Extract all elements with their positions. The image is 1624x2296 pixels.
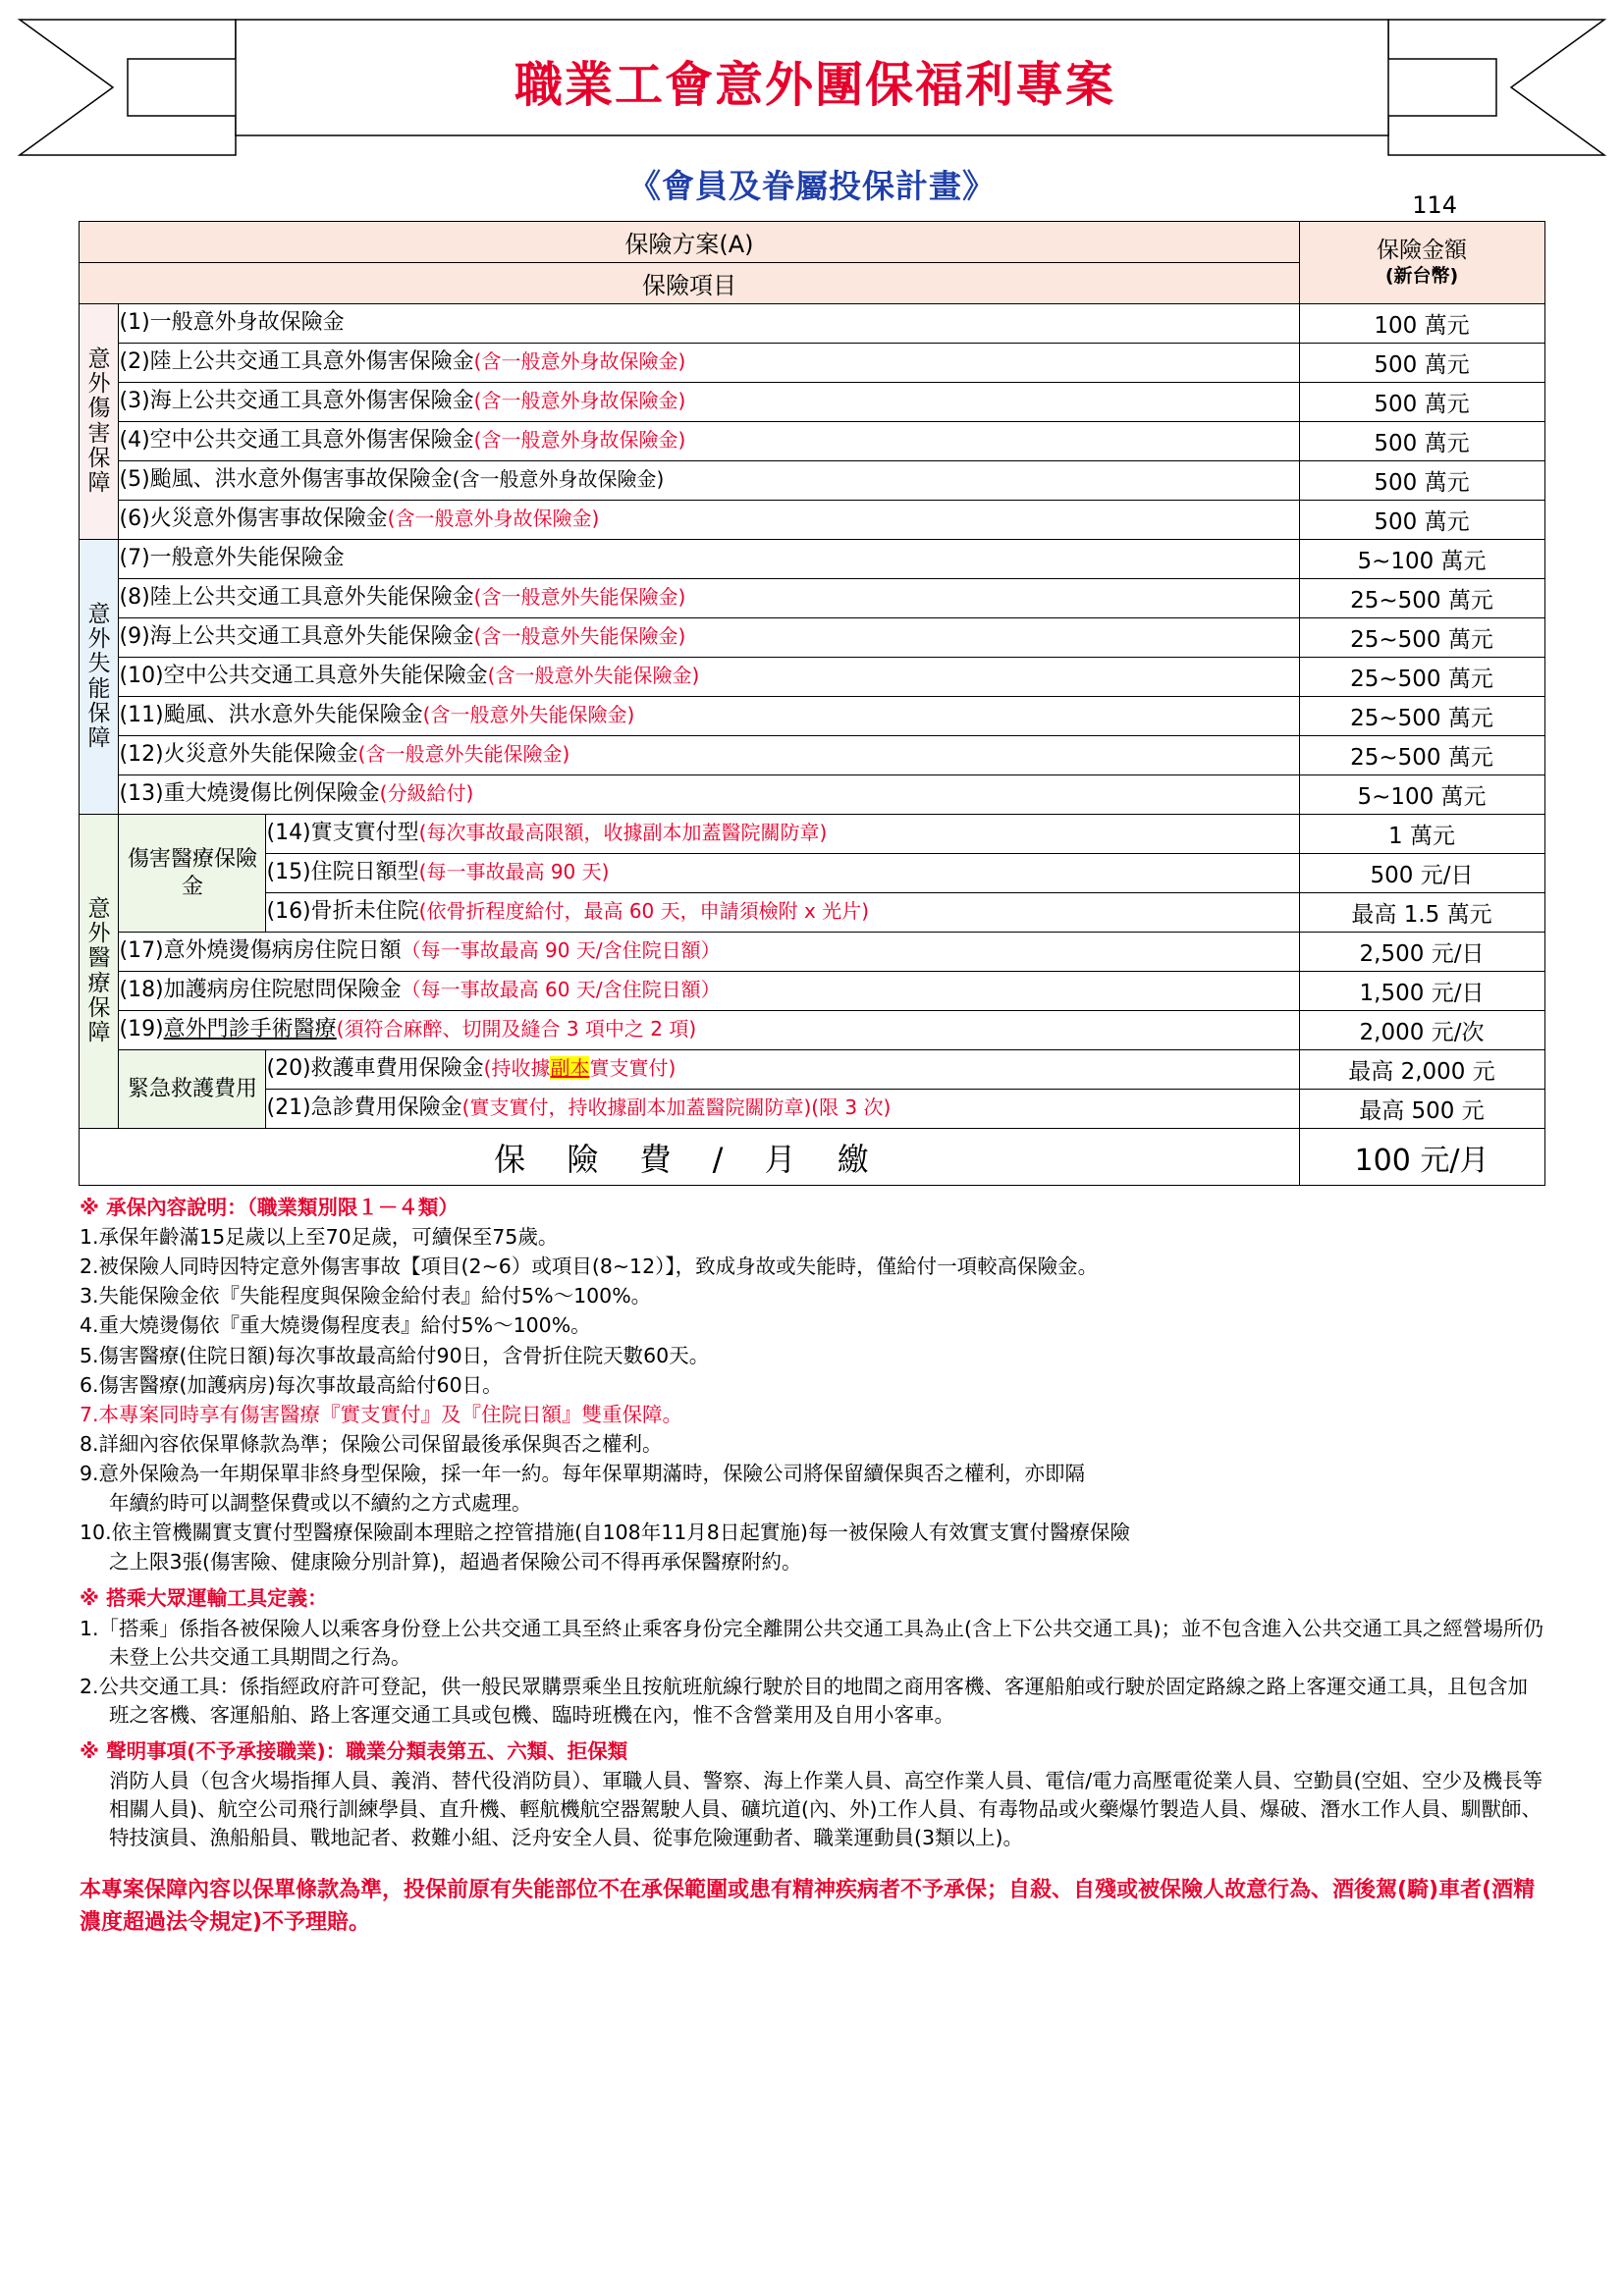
table-row: (1)一般意外身故保險金 — [119, 304, 1299, 344]
row-amount: 25~500 萬元 — [1299, 618, 1544, 658]
note-item-cont: 年續約時可以調整保費或以不續約之方式處理。 — [109, 1491, 532, 1516]
row-amount: 500 元/日 — [1299, 854, 1544, 893]
note-item: 9.意外保險為一年期保單非終身型保險，採一年一約。每年保單期滿時，保險公司將保留續保與否之權利，亦即隔 — [80, 1461, 1086, 1485]
table-row: (17)意外燒燙傷病房住院日額（每一事故最高 90 天/含住院日額） — [119, 933, 1299, 972]
table-row: (8)陸上公共交通工具意外失能保險金(含一般意外失能保險金) — [119, 579, 1299, 618]
table-row: (21)急診費用保險金(實支實付，持收據副本加蓋醫院關防章)(限 3 次) — [266, 1090, 1299, 1129]
row-amount: 25~500 萬元 — [1299, 736, 1544, 775]
table-header-plan: 保險方案(A) — [80, 222, 1299, 263]
final-notice: 本專案保障內容以保單條款為準，投保前原有失能部位不在承保範圍或患有精神疾病者不予承保；自殺、自殘或被保險人故意行為、酒後駕(騎)車者(酒精濃度超過法令規定)不予理賠。 — [80, 1878, 1536, 1936]
category-accident-disability: 意外失能保障 — [80, 540, 119, 815]
row-amount: 1,500 元/日 — [1299, 972, 1544, 1011]
table-row: (18)加護病房住院慰問保險金（每一事故最高 60 天/含住院日額） — [119, 972, 1299, 1011]
premium-amount: 100 元/月 — [1299, 1129, 1544, 1186]
row-amount: 最高 2,000 元 — [1299, 1050, 1544, 1090]
row-amount: 2,500 元/日 — [1299, 933, 1544, 972]
row-amount: 500 萬元 — [1299, 383, 1544, 422]
premium-label: 保 險 費 / 月 繳 — [80, 1129, 1299, 1186]
row-amount: 500 萬元 — [1299, 501, 1544, 540]
table-row: (2)陸上公共交通工具意外傷害保險金(含一般意外身故保險金) — [119, 344, 1299, 383]
note-item: 3.失能保險金依『失能程度與保險金給付表』給付5%～100%。 — [80, 1284, 652, 1308]
row-amount: 25~500 萬元 — [1299, 697, 1544, 736]
row-amount: 25~500 萬元 — [1299, 658, 1544, 697]
row-amount: 1 萬元 — [1299, 815, 1544, 854]
category-accident-injury: 意外傷害保障 — [80, 304, 119, 540]
category-accident-medical: 意外醫療保障 — [80, 815, 119, 1129]
note-item: 1.承保年齡滿15足歲以上至70足歲，可續保至75歲。 — [80, 1225, 559, 1250]
table-row: (5)颱風、洪水意外傷害事故保險金(含一般意外身故保險金) — [119, 461, 1299, 501]
plan-subtitle: 《會員及眷屬投保計畫》 — [628, 167, 996, 205]
row-amount: 5~100 萬元 — [1299, 540, 1544, 579]
table-row: (10)空中公共交通工具意外失能保險金(含一般意外失能保險金) — [119, 658, 1299, 697]
note-item: 5.傷害醫療(住院日額)每次事故最高給付90日，含骨折住院天數60天。 — [80, 1343, 710, 1367]
row-amount: 500 萬元 — [1299, 461, 1544, 501]
table-row: (3)海上公共交通工具意外傷害保險金(含一般意外身故保險金) — [119, 383, 1299, 422]
table-row: (4)空中公共交通工具意外傷害保險金(含一般意外身故保險金) — [119, 422, 1299, 461]
note-item: 10.依主管機關實支實付型醫療保險副本理賠之控管措施(自108年11月8日起實施)每一被保險人有效實支實付醫療保險 — [80, 1521, 1130, 1545]
table-row: (6)火災意外傷害事故保險金(含一般意外身故保險金) — [119, 501, 1299, 540]
notes-section1-title: ※ 承保內容說明：（職業類別限１－４類） — [80, 1196, 459, 1219]
row-amount: 100 萬元 — [1299, 304, 1544, 344]
row-amount: 最高 1.5 萬元 — [1299, 893, 1544, 933]
note-item: 1.「搭乘」係指各被保險人以乘客身份登上公共交通工具至終止乘客身份完全離開公共交通工具為止(含上下公共交通工具)；並不包含進入公共交通工具之經營場所仍未登上公共交通工具期間之行為。 — [80, 1616, 1544, 1669]
note-item: 6.傷害醫療(加護病房)每次事故最高給付60日。 — [80, 1372, 503, 1397]
page-number: 114 — [1412, 191, 1457, 219]
table-row: (12)火災意外失能保險金(含一般意外失能保險金) — [119, 736, 1299, 775]
table-row: (20)救護車費用保險金(持收據副本實支實付) — [266, 1050, 1299, 1090]
table-row: (19)意外門診手術醫療(須符合麻醉、切開及縫合 3 項中之 2 項) — [119, 1011, 1299, 1050]
table-row: (16)骨折未住院(依骨折程度給付，最高 60 天，申請須檢附 x 光片) — [266, 893, 1299, 933]
table-row: (7)一般意外失能保險金 — [119, 540, 1299, 579]
note-item: 消防人員（包含火場指揮人員、義消、替代役消防員）、軍職人員、警察、海上作業人員、高空作業人員、電信/電力高壓電從業人員、空勤員(空姐、空少及機長等相關人員)、航空公司飛行訓練學員、直升機、輕航機航空器駕駛人員、礦坑道(內、外)工作人員、有毒物品或火藥爆竹製造人員、爆破、潛水工作人員、馴獸師、特技演員、漁船船員、戰地記者、救難小組、泛舟安全人員、從事危險運動者、職業運動員(3類以上)。 — [109, 1769, 1543, 1850]
table-row: (14)實支實付型(每次事故最高限額，收據副本加蓋醫院關防章) — [266, 815, 1299, 854]
note-item-cont: 之上限3張(傷害險、健康險分別計算)，超過者保險公司不得再承保醫療附約。 — [109, 1550, 802, 1575]
subcategory-injury-medical: 傷害醫療保險金 — [119, 815, 266, 933]
note-item: 2.公共交通工具：係指經政府許可登記，供一般民眾購票乘坐且按航班航線行駛於目的地間之商用客機、客運船舶或行駛於固定路線之路上客運交通工具，且包含加班之客機、客運船舶、路上客運交通工具或包機、臨時班機在內，惟不含營業用及自用小客車。 — [80, 1674, 1529, 1727]
row-amount: 2,000 元/次 — [1299, 1011, 1544, 1050]
note-item: 4.重大燒燙傷依『重大燒燙傷程度表』給付5%～100%。 — [80, 1313, 591, 1338]
table-row: (15)住院日額型(每一事故最高 90 天) — [266, 854, 1299, 893]
row-amount: 25~500 萬元 — [1299, 579, 1544, 618]
subcategory-emergency: 緊急救護費用 — [119, 1050, 266, 1129]
page-title: 職業工會意外團保福利專案 — [514, 57, 1115, 113]
table-header-amount — [1299, 222, 1544, 304]
row-amount: 500 萬元 — [1299, 344, 1544, 383]
notes-section3-title: ※ 聲明事項(不予承接職業)：職業分類表第五、六類、拒保類 — [80, 1738, 628, 1763]
notes-section2-title: ※ 搭乘大眾運輸工具定義： — [80, 1586, 328, 1611]
table-row: (9)海上公共交通工具意外失能保險金(含一般意外失能保險金) — [119, 618, 1299, 658]
table-row: (13)重大燒燙傷比例保險金(分級給付) — [119, 775, 1299, 815]
table-row: (11)颱風、洪水意外失能保險金(含一般意外失能保險金) — [119, 697, 1299, 736]
note-item-highlighted: 7.本專案同時享有傷害醫療『實支實付』及『住院日額』雙重保障。 — [80, 1402, 683, 1426]
note-item: 8.詳細內容依保單條款為準；保險公司保留最後承保與否之權利。 — [80, 1431, 663, 1456]
table-header-item: 保險項目 — [80, 263, 1299, 304]
banner — [0, 0, 1624, 167]
row-amount: 5~100 萬元 — [1299, 775, 1544, 815]
insurance-plan-table — [79, 221, 1544, 1186]
row-amount: 500 萬元 — [1299, 422, 1544, 461]
amount-header-line1: 保險金額 — [1377, 238, 1467, 264]
row-amount: 最高 500 元 — [1299, 1090, 1544, 1129]
amount-header-line2: (新台幣) — [1384, 265, 1459, 287]
note-item: 2.被保險人同時因特定意外傷害事故【項目(2~6）或項目(8~12）】，致成身故或失能時，僅給付一項較高保險金。 — [80, 1255, 1099, 1279]
notes-section — [80, 1194, 1544, 1852]
